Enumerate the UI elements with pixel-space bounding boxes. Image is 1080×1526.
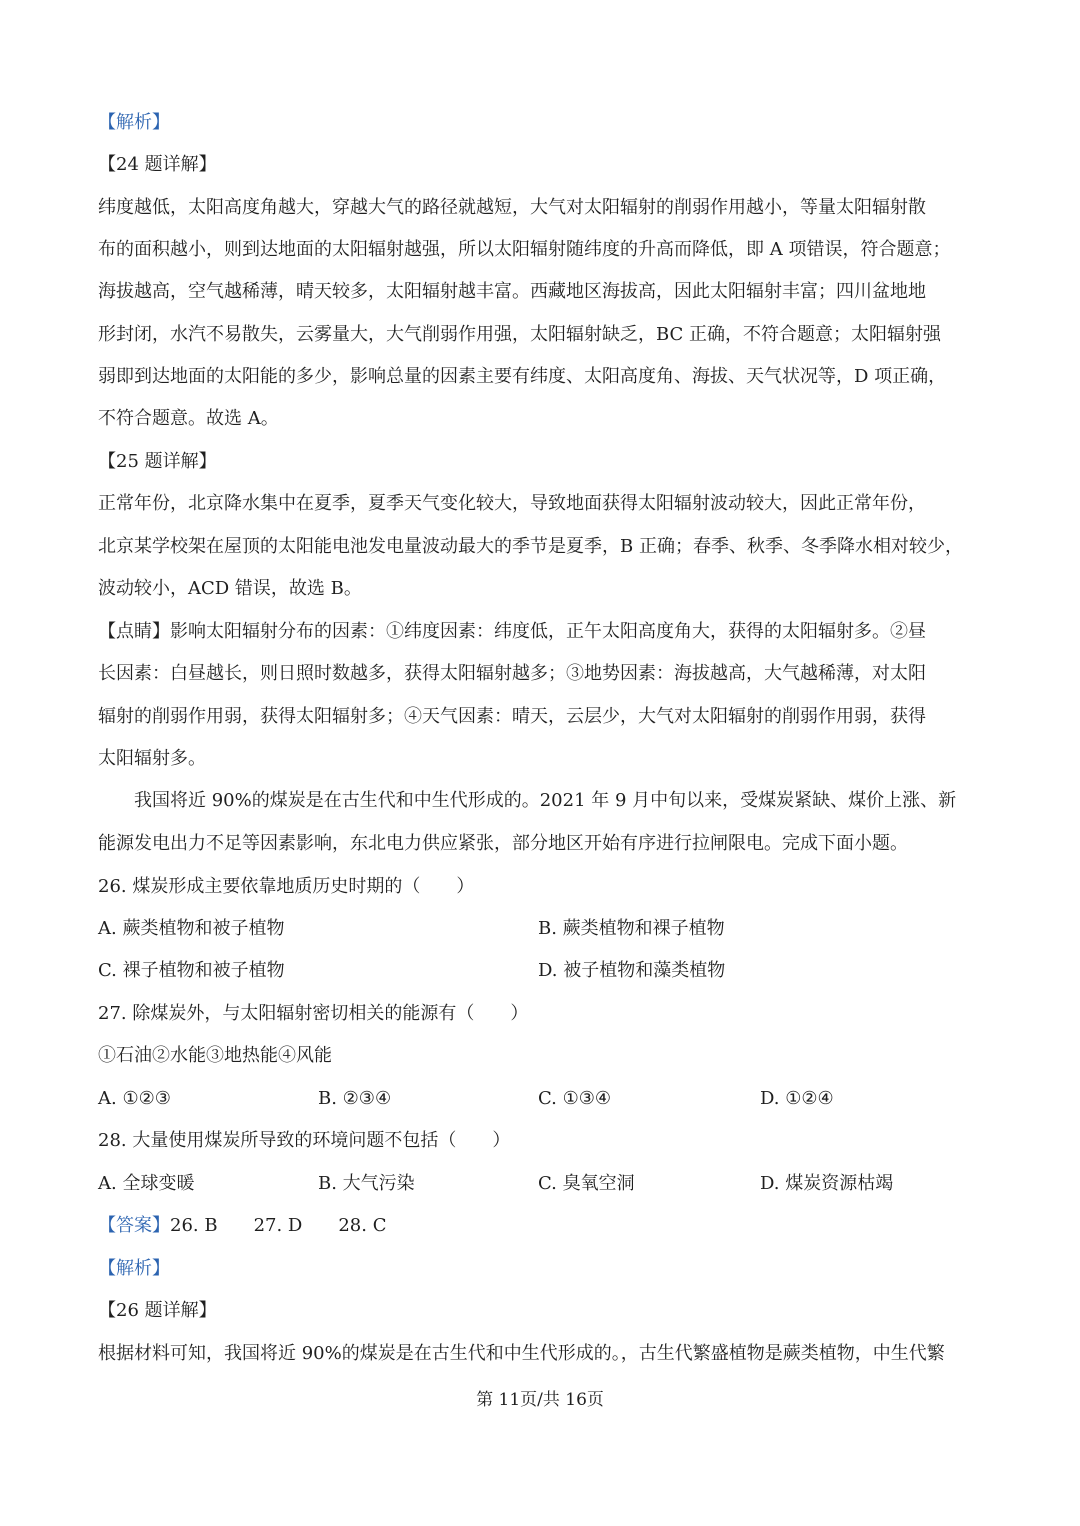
q26-stem: 26. 煤炭形成主要依靠地质历史时期的（ ） xyxy=(98,876,475,897)
dianjing-line: 【点睛】影响太阳辐射分布的因素：①纬度因素：纬度低，正午太阳高度角大，获得的太阳辐射多。②昼 xyxy=(98,621,926,642)
q26-explanation-line: 根据材料可知，我国将近 90%的煤炭是在古生代和中生代形成的。，古生代繁盛植物是蕨类植物，中生代繁 xyxy=(98,1343,945,1364)
q24-header: 【24 题详解】 xyxy=(98,154,217,175)
q25-line: 正常年份，北京降水集中在夏季，夏季天气变化较大，导致地面获得太阳辐射波动较大，因此正常年份， xyxy=(98,493,926,514)
answer-27: 27. D xyxy=(253,1215,303,1236)
q28-option-b: B. 大气污染 xyxy=(318,1173,415,1194)
q24-line: 弱即到达地面的太阳能的多少，影响总量的因素主要有纬度、太阳高度角、海拔、天气状况等，D 项正确， xyxy=(98,366,947,387)
q27-option-b: B. ②③④ xyxy=(318,1088,392,1109)
material-line: 能源发电出力不足等因素影响，东北电力供应紧张，部分地区开始有序进行拉闸限电。完成下面小题。 xyxy=(98,833,908,854)
dianjing-line: 辐射的削弱作用弱，获得太阳辐射多；④天气因素：晴天，云层少，大气对太阳辐射的削弱作用弱，获得 xyxy=(98,706,926,727)
dianjing-label: 【点睛】 xyxy=(98,621,170,642)
answer-28: 28. C xyxy=(338,1215,387,1236)
q28-option-d: D. 煤炭资源枯竭 xyxy=(760,1173,894,1194)
q24-line: 海拔越高，空气越稀薄，晴天较多，太阳辐射越丰富。西藏地区海拔高，因此太阳辐射丰富；四川盆地地 xyxy=(98,281,926,302)
dianjing-line: 太阳辐射多。 xyxy=(98,748,206,769)
answer-label: 【答案】 xyxy=(98,1215,170,1236)
q28-option-c: C. 臭氧空洞 xyxy=(538,1173,635,1194)
q24-line: 形封闭，水汽不易散失，云雾量大，大气削弱作用强，太阳辐射缺乏，BC 正确，不符合题意；太阳辐射强 xyxy=(98,324,942,345)
answer-line xyxy=(98,1213,982,1239)
q27-stem: 27. 除煤炭外，与太阳辐射密切相关的能源有（ ） xyxy=(98,1003,529,1024)
q27-option-c: C. ①③④ xyxy=(538,1088,611,1109)
q26-option-b: B. 蕨类植物和裸子植物 xyxy=(538,918,725,939)
q24-line: 纬度越低，太阳高度角越大，穿越大气的路径就越短，大气对太阳辐射的削弱作用越小，等量太阳辐射散 xyxy=(98,197,926,218)
q26-option-c: C. 裸子植物和被子植物 xyxy=(98,960,285,981)
q27-option-a: A. ①②③ xyxy=(98,1088,171,1109)
answer-26: 26. B xyxy=(170,1215,218,1236)
q26-option-a: A. 蕨类植物和被子植物 xyxy=(98,918,285,939)
q25-line: 北京某学校架在屋顶的太阳能电池发电量波动最大的季节是夏季，B 正确；春季、秋季、冬季降水相对较少， xyxy=(98,536,963,557)
material-line: 我国将近 90%的煤炭是在古生代和中生代形成的。2021 年 9 月中旬以来，受煤炭紧缺、煤价上涨、新 xyxy=(134,790,957,811)
q27-option-d: D. ①②④ xyxy=(760,1088,834,1109)
jiexi-label: 【解析】 xyxy=(98,112,170,133)
q26-option-d: D. 被子植物和藻类植物 xyxy=(538,960,726,981)
page-number: 第 11页/共 16页 xyxy=(476,1390,604,1410)
q28-option-a: A. 全球变暖 xyxy=(98,1173,195,1194)
q25-header: 【25 题详解】 xyxy=(98,451,217,472)
jiexi-label-2: 【解析】 xyxy=(98,1258,170,1279)
q28-stem: 28. 大量使用煤炭所导致的环境问题不包括（ ） xyxy=(98,1130,511,1151)
q25-line: 波动较小，ACD 错误，故选 B。 xyxy=(98,578,362,599)
dianjing-line: 长因素：白昼越长，则日照时数越多，获得太阳辐射越多；③地势因素：海拔越高，大气越稀薄，对太阳 xyxy=(98,663,926,684)
q26-header: 【26 题详解】 xyxy=(98,1300,217,1321)
q24-line: 不符合题意。故选 A。 xyxy=(98,408,279,429)
q24-line: 布的面积越小，则到达地面的太阳辐射越强，所以太阳辐射随纬度的升高而降低，即 A 项错误，符合题意； xyxy=(98,239,951,260)
q27-items: ①石油②水能③地热能④风能 xyxy=(98,1045,332,1066)
